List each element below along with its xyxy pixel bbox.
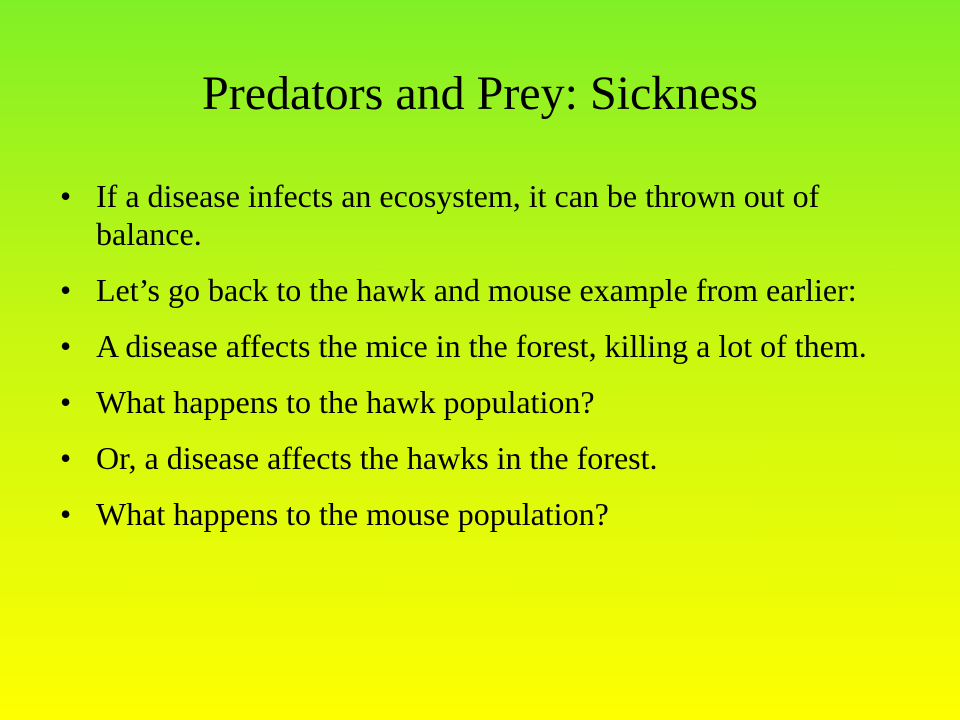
slide-title: Predators and Prey: Sickness	[202, 67, 758, 120]
bullet-icon: •	[60, 384, 72, 420]
bullet-icon: •	[60, 178, 72, 214]
bullet-item	[60, 327, 900, 365]
bullet-text: If a disease infects an ecosystem, it can be thrown out of balance.	[96, 178, 820, 252]
bullet-list	[60, 177, 900, 551]
bullet-icon: •	[60, 272, 72, 308]
bullet-text: What happens to the hawk population?	[96, 384, 595, 420]
bullet-text: Or, a disease affects the hawks in the forest.	[96, 440, 658, 476]
bullet-item	[60, 177, 900, 253]
bullet-icon: •	[60, 496, 72, 532]
bullet-text: Let’s go back to the hawk and mouse example from earlier:	[96, 272, 857, 308]
bullet-item	[60, 495, 900, 533]
bullet-text: What happens to the mouse population?	[96, 496, 609, 532]
bullet-item	[60, 383, 900, 421]
bullet-item	[60, 271, 900, 309]
bullet-item	[60, 439, 900, 477]
bullet-icon: •	[60, 440, 72, 476]
bullet-icon: •	[60, 328, 72, 364]
bullet-text: A disease affects the mice in the forest, killing a lot of them.	[96, 328, 867, 364]
